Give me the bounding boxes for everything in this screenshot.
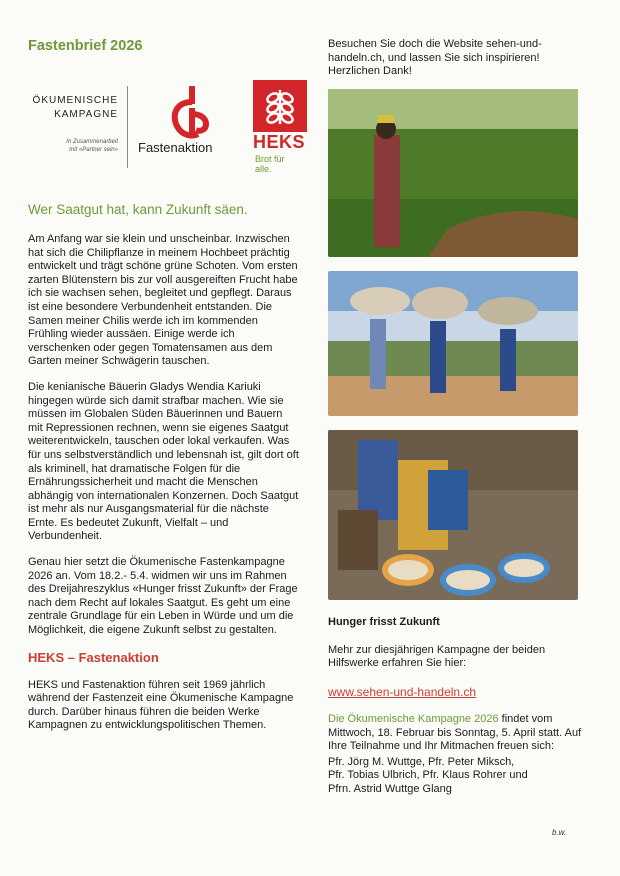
brief-title: Fastenbrief 2026: [28, 38, 143, 54]
photo-caption: Hunger frisst Zukunft: [328, 615, 440, 628]
photo-woman-in-field: [328, 89, 578, 257]
heks-logo-icon: [253, 80, 307, 132]
article-paragraph-3: Genau hier setzt die Ökumenische Fastenkampagne 2026 an. Vom 18.2.- 5.4. widmen wir uns im Rahmen des Dreijahreszyklus «Hunger frisst Zukunft» der Frage nach dem Recht auf lokales Saatgut. Es geht um eine zentrale Grundlage für ein Leben in Würde und um die Möglichkeit, die eigene Zukunft selbst zu gestalten.: [28, 556, 298, 637]
event-info-highlight: Die Ökumenische Kampagne 2026: [328, 712, 499, 725]
signatories: [328, 756, 590, 797]
article-headline: Wer Saatgut hat, kann Zukunft säen.: [28, 202, 248, 217]
fastenaktion-label: Fastenaktion: [138, 140, 213, 155]
event-info-rest: findet vom Mittwoch, 18. Februar bis Sonntag, 5. April statt. Auf Ihre Teilnahme und Ihr Mitmachen freuen sich:: [328, 712, 582, 753]
fastenaktion-logo-icon: [168, 84, 216, 140]
article-paragraph-1: Am Anfang war sie klein und unscheinbar. Inzwischen hat sich die Chilipflanze in meinem Hochbeet prächtig entwickelt und trägt schöne grüne Schoten. Vom ersten zarten Blütenstern bis zur voll ausgereiften Frucht habe ich sie wachsen sehen, begleitet und gepflegt. Daraus ist eine besondere Verbundenheit entstanden. Die Samen meiner Chilis werde ich im kommenden Frühling wieder aussäen. Einige werde ich verschenken oder gegen Tomatensamen aus dem Garten meiner Schwägerin tauschen.: [28, 233, 298, 368]
signatories-line-3: Pfrn. Astrid Wuttge Glang: [328, 782, 452, 795]
photo-women-carrying-sacks: [328, 271, 578, 416]
oek-sub1: In Zusammenarbeit: [66, 139, 118, 145]
right-column: [328, 38, 590, 797]
article-paragraph-4: HEKS und Fastenaktion führen seit 1969 jährlich während der Fastenzeit eine Ökumenische Kampagne durch. Darüber hinaus führen die beiden Werke Kampagnen zu entwicklungspolitischen Themen.: [28, 678, 294, 732]
logo-bar: [28, 74, 306, 174]
signatories-line-1: Pfr. Jörg M. Wuttge, Pfr. Peter Miksch,: [328, 755, 515, 768]
article-paragraph-2: Die kenianische Bäuerin Gladys Wendia Kariuki hingegen würde sich damit strafbar machen. Wie sie müssen im Globalen Süden Bäuerinnen und Bauern mit Repressionen rechnen, wenn sie eigenes Saatgut weiterentwickeln, tauschen oder lokal verkaufen. Was für uns selbstverständlich und lebensnah ist, gilt dort oft als kriminell, hat dramatische Folgen für die Ernährungssicherheit und macht die Menschen abhängig von internationalen Konzernen. Doch Saatgut ist mehr als nur Ausgangsmaterial für die nächste Ernte. Es bedeutet Zukunft, Vielfalt – und Verbundenheit.: [28, 380, 299, 543]
oekumenische-kampagne-logo: [28, 94, 118, 154]
left-column: [28, 38, 306, 745]
photo-women-sorting-grain: [328, 430, 578, 600]
website-intro: Besuchen Sie doch die Website sehen-und-handeln.ch, und lassen Sie sich inspirieren! Herzlichen Dank!: [328, 38, 542, 78]
signatories-line-2: Pfr. Tobias Ulbrich, Pfr. Klaus Rohrer und: [328, 769, 528, 782]
heks-fastenaktion-heading: HEKS – Fastenaktion: [28, 649, 159, 665]
logo-divider: [127, 86, 128, 168]
oek-line2: KAMPAGNE: [54, 109, 118, 120]
more-info-text: Mehr zur diesjährigen Kampagne der beiden Hilfswerke erfahren Sie hier:: [328, 643, 546, 670]
event-info: [328, 713, 590, 754]
oek-line1: ÖKUMENISCHE: [32, 95, 118, 106]
heks-sub-label: Brot für alle.: [255, 154, 285, 174]
oek-sub2: mit «Partner sein»: [69, 147, 118, 153]
website-link[interactable]: www.sehen-und-handeln.ch: [328, 684, 477, 699]
heks-label: HEKS: [253, 132, 306, 152]
turn-over-note: b.w.: [552, 828, 567, 837]
